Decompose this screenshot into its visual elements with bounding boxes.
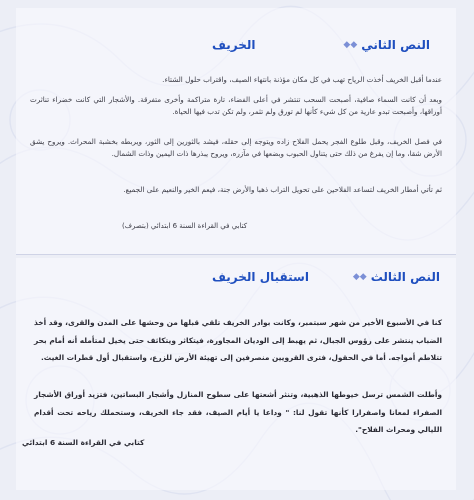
section-label: النص الثاني xyxy=(361,38,430,52)
section-welcoming-autumn xyxy=(16,258,456,490)
ornament-icon: ◆◆ xyxy=(343,40,358,50)
section-label: النص الثالث xyxy=(370,270,440,284)
paragraph: كنا في الأسبوع الأخير من شهر سبتمبر، وكانت بوادر الخريف تلقي قبلها من وحشها على المدن والقرى، وقد أخذ الضباب ينتشر على رؤوس الجبال، ثم يهبط إلى الوديان المجاورة، فيتكاثر ويتكاثف حتى يخيل لمتأمله أنه أمام بحر تتلاطم أمواجه. أما في الحقول، فترى القرويين منصرفين إلى تهيئة الأرض للزرع، واستقبال أول قطرات الغيث. xyxy=(34,318,442,362)
paragraph: في فصل الخريف، وقبل طلوع الفجر يحمل الفلاح زاده ويتوجه إلى حقله، فيشد بالثورين إلى الثور، ويربطه بخشبة المحراث. ويروح يشق الأرض شقا، وما إن يفرغ من ذلك حتى يتناول الحبوب وبضعها في مآزره، ويروح يبذرها ذات اليمين وذات الشمال. xyxy=(30,137,442,158)
ornament-icon: ◆◆ xyxy=(352,272,367,282)
paragraph: وأطلت الشمس ترسل خيوطها الذهبية، وتنثر أشعتها على سطوح المنازل وأشجار البساتين، فتزيد أوراق الأشجار الصفراء لمعانا واصفرارا كأنها تقول لنا: " وداعا يا أيام الصيف، فقد جاء الخريف، وستحملك رياحه تحت أقدام الليالي ومحراث الفلاح". xyxy=(34,390,442,434)
source-citation: كتابي في القراءة السنة 6 ابتدائي xyxy=(22,438,145,447)
section-title: الخريف xyxy=(212,38,256,52)
paragraph: وبعد أن كانت السماء صافية، أصبحت السحب تنتشر في أعلى الفضاء، تارة متراكمة وأخرى متفرقة. والأشجار التي كانت خضراء تناثرت أوراقها، وأصبحت تبدو عارية من كل شيء كأنها لم تورق ولم تثمر، ولم تكن تدب فيها الحياة. xyxy=(30,95,442,116)
source-citation: كتابي في القراءة السنة 6 ابتدائي (بتصرف) xyxy=(122,222,248,230)
paragraph: ثم تأتي أمطار الخريف لتساعد الفلاحين على تحويل التراب ذهبا والأرض جنة، فيعم الخير والنعيم على الجميع. xyxy=(123,185,442,194)
section-autumn xyxy=(16,8,456,255)
section-label-row xyxy=(343,38,430,52)
section-label-row xyxy=(353,270,440,284)
section-title: استقبال الخريف xyxy=(212,270,309,284)
paragraph: عندما أقبل الخريف أخذت الرياح تهب في كل مكان مؤذنة بانتهاء الصيف، واقتراب حلول الشتاء. xyxy=(162,75,442,84)
